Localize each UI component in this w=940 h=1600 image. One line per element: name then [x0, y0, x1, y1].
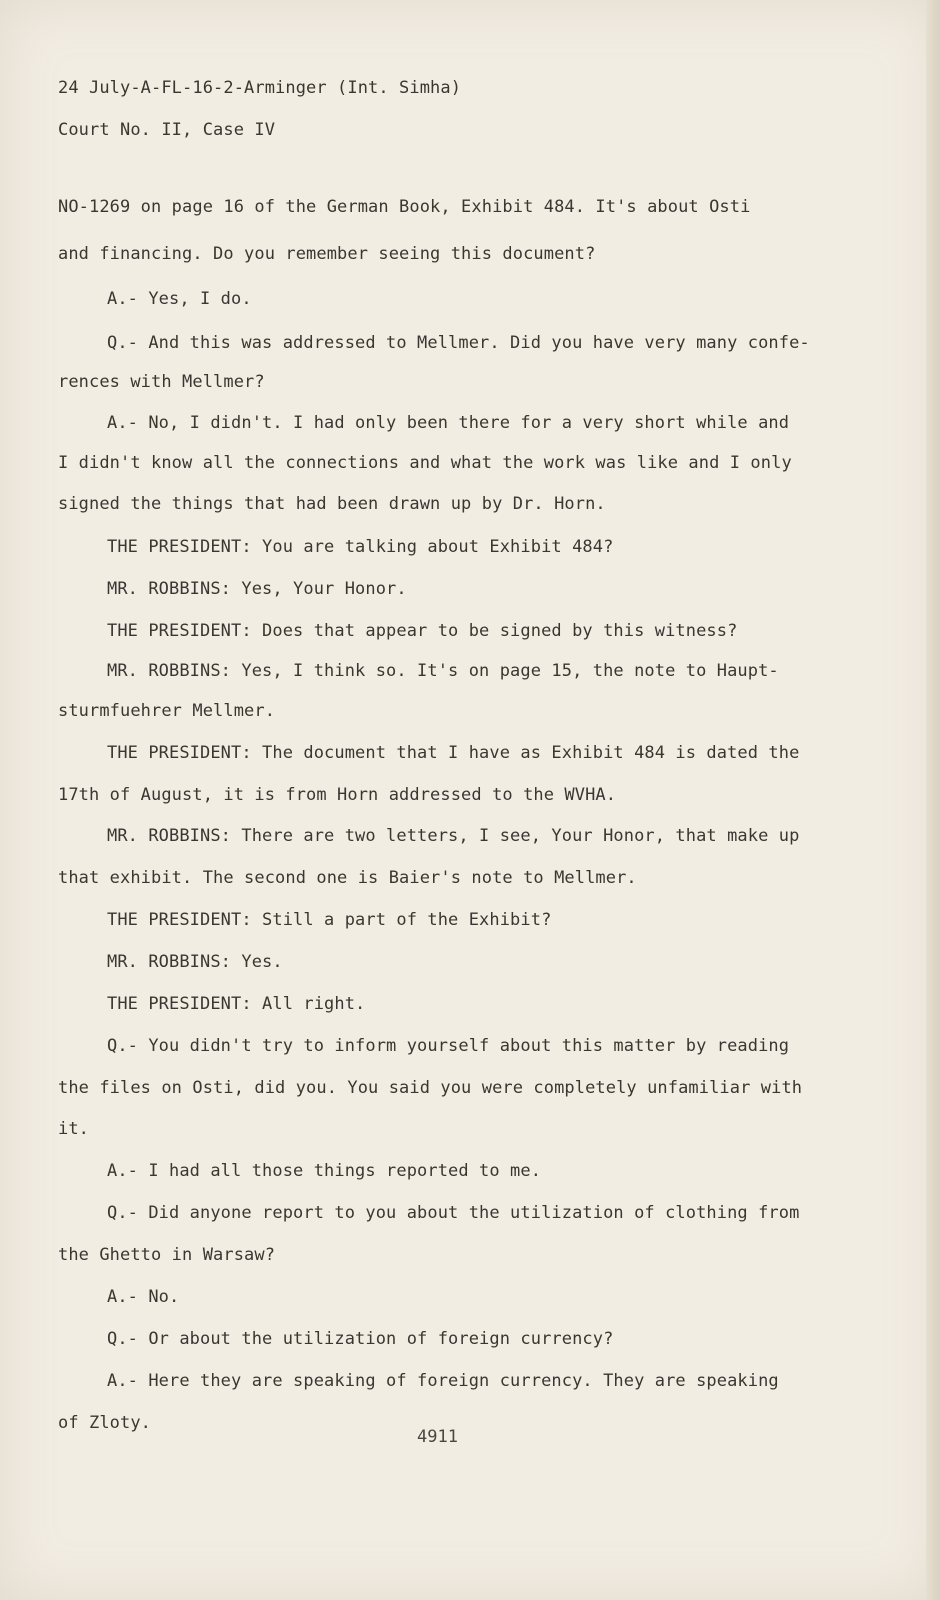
text-line: rences with Mellmer?	[58, 372, 265, 392]
text-line: sturmfuehrer Mellmer.	[58, 701, 276, 721]
text-line: I didn't know all the connections and what the work was like and I only	[58, 453, 792, 473]
text-line: Q.- You didn't try to inform yourself about this matter by reading	[107, 1036, 790, 1056]
text-line: MR. ROBBINS: There are two letters, I see, Your Honor, that make up	[107, 826, 800, 846]
text-line: THE PRESIDENT: The document that I have as Exhibit 484 is dated the	[107, 743, 800, 763]
text-line: A.- I had all those things reported to me.	[107, 1161, 542, 1181]
text-line: THE PRESIDENT: You are talking about Exhibit 484?	[107, 537, 614, 557]
text-line: that exhibit. The second one is Baier's note to Mellmer.	[58, 868, 637, 888]
text-line: Q.- And this was addressed to Mellmer. Did you have very many confe-	[107, 333, 810, 353]
text-line: MR. ROBBINS: Yes, I think so. It's on page 15, the note to Haupt-	[107, 661, 779, 681]
text-line: the Ghetto in Warsaw?	[58, 1245, 276, 1265]
text-line: THE PRESIDENT: Does that appear to be signed by this witness?	[107, 621, 738, 641]
text-line: the files on Osti, did you. You said you were completely unfamiliar with	[58, 1078, 803, 1098]
text-line: A.- Here they are speaking of foreign currency. They are speaking	[107, 1371, 779, 1391]
text-line: MR. ROBBINS: Yes.	[107, 952, 283, 972]
text-line: THE PRESIDENT: All right.	[107, 994, 366, 1014]
text-line: MR. ROBBINS: Yes, Your Honor.	[107, 579, 407, 599]
text-line: 17th of August, it is from Horn addressed to the WVHA.	[58, 785, 617, 805]
text-line: it.	[58, 1119, 90, 1139]
text-line: A.- No.	[107, 1287, 180, 1307]
text-line: NO-1269 on page 16 of the German Book, Exhibit 484. It's about Osti	[58, 197, 751, 217]
text-line: THE PRESIDENT: Still a part of the Exhibit?	[107, 910, 552, 930]
text-line: and financing. Do you remember seeing this document?	[58, 244, 596, 264]
paper-edge	[926, 0, 940, 1600]
page-number: 4911	[417, 1427, 458, 1447]
text-line: A.- No, I didn't. I had only been there for a very short while and	[107, 413, 790, 433]
text-line: of Zloty.	[58, 1413, 152, 1433]
text-line: Q.- Or about the utilization of foreign currency?	[107, 1329, 614, 1349]
header-line-1: 24 July-A-FL-16-2-Arminger (Int. Simha)	[58, 78, 462, 98]
text-line: A.- Yes, I do.	[107, 289, 252, 309]
header-line-2: Court No. II, Case IV	[58, 120, 276, 140]
text-line: Q.- Did anyone report to you about the utilization of clothing from	[107, 1203, 800, 1223]
text-line: signed the things that had been drawn up by Dr. Horn.	[58, 494, 606, 514]
